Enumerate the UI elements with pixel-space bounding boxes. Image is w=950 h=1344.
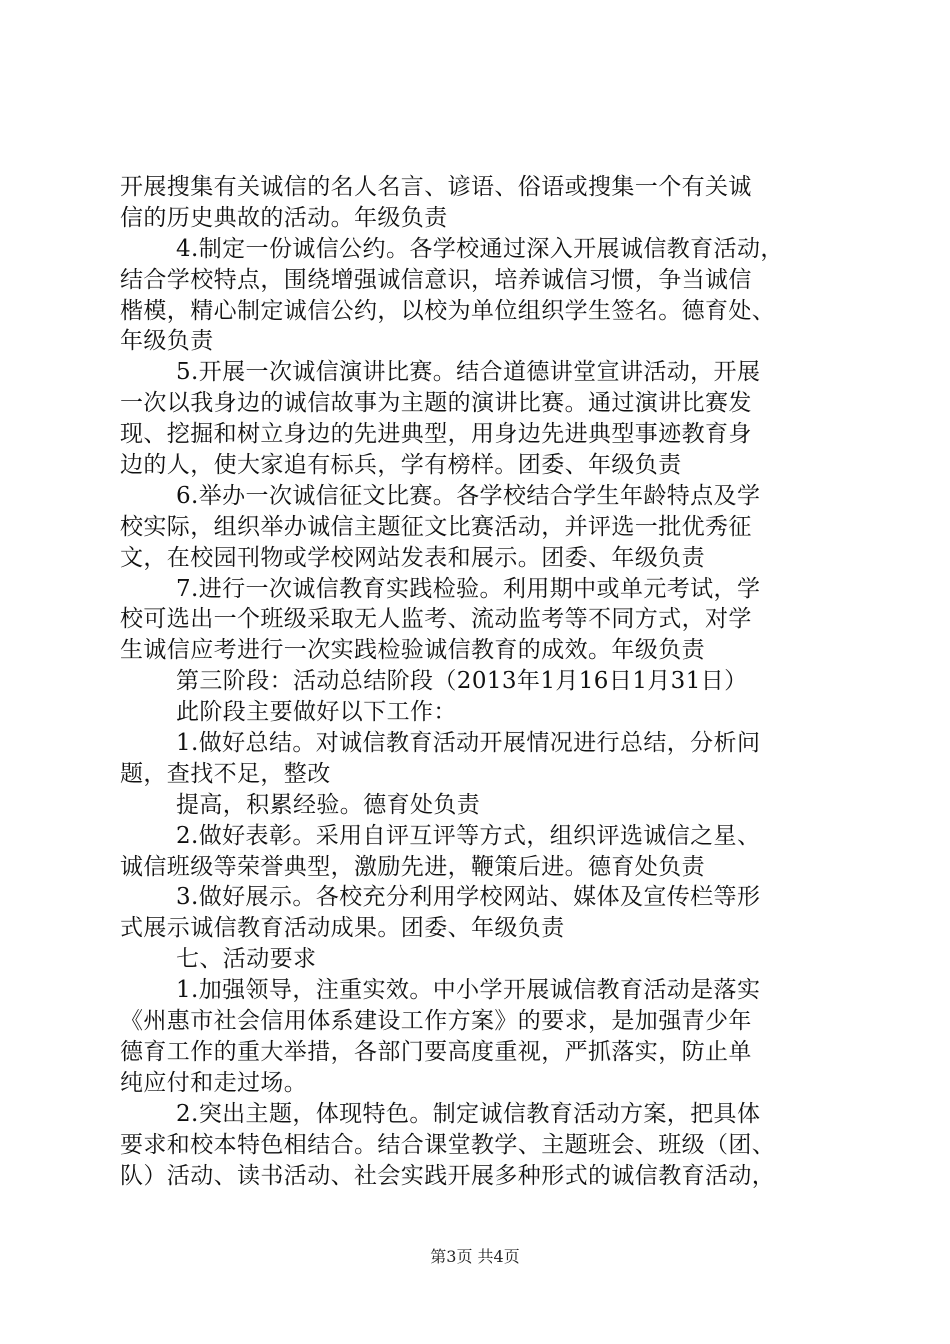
text-line: 信的历史典故的活动。年级负责: [120, 204, 448, 231]
text-line: 4.制定一份诚信公约。各学校通过深入开展诚信教育活动，: [176, 235, 784, 262]
text-line: 结合学校特点，围绕增强诚信意识，培养诚信习惯，争当诚信: [120, 266, 752, 293]
text-line: 德育工作的重大举措，各部门要高度重视，严抓落实，防止单: [120, 1038, 752, 1065]
text-line: 开展搜集有关诚信的名人名言、谚语、俗语或搜集一个有关诚: [120, 174, 752, 200]
text-line: 边的人，使大家追有标兵，学有榜样。团委、年级负责: [120, 452, 682, 479]
text-line: 3.做好展示。各校充分利用学校网站、媒体及宣传栏等形: [176, 884, 761, 911]
text-line: 七、活动要求: [176, 946, 317, 973]
text-line: 此阶段主要做好以下工作：: [176, 699, 457, 726]
page-footer: 第3页 共4页: [430, 1247, 520, 1266]
text-line: 现、挖掘和树立身边的先进典型，用身边先进典型事迹教育身: [120, 421, 752, 448]
text-line: 队）活动、读书活动、社会实践开展多种形式的诚信教育活动，: [120, 1162, 776, 1189]
text-line: 楷模，精心制定诚信公约，以校为单位组织学生签名。德育处、: [120, 297, 776, 324]
text-line: 第三阶段：活动总结阶段（2013年1月16日1月31日）: [176, 668, 748, 695]
text-line: 2.突出主题，体现特色。制定诚信教育活动方案，把具体: [176, 1100, 761, 1127]
text-line: 文，在校园刊物或学校网站发表和展示。团委、年级负责: [120, 544, 705, 571]
text-line: 《州惠市社会信用体系建设工作方案》的要求，是加强青少年: [120, 1008, 752, 1035]
text-line: 校实际，组织举办诚信主题征文比赛活动，并评选一批优秀征: [120, 513, 752, 540]
text-line: 5.开展一次诚信演讲比赛。结合道德讲堂宣讲活动，开展: [176, 359, 761, 386]
text-line: 2.做好表彰。采用自评互评等方式，组织评选诚信之星、: [176, 822, 761, 849]
text-line: 7.进行一次诚信教育实践检验。利用期中或单元考试，学: [176, 575, 761, 602]
document-body: [120, 172, 832, 1191]
text-line: 1.加强领导，注重实效。中小学开展诚信教育活动是落实: [176, 977, 761, 1004]
text-line: 1.做好总结。对诚信教育活动开展情况进行总结，分析问: [176, 730, 761, 757]
text-line: 6.举办一次诚信征文比赛。各学校结合学生年龄特点及学: [176, 482, 761, 509]
text-line: 纯应付和走过场。: [120, 1069, 308, 1096]
text-line: 校可选出一个班级采取无人监考、流动监考等不同方式，对学: [120, 606, 752, 633]
text-line: 年级负责: [120, 328, 214, 355]
text-line: 题，查找不足，整改: [120, 760, 331, 787]
text-line: 要求和校本特色相结合。结合课堂教学、主题班会、班级（团、: [120, 1131, 776, 1158]
text-line: 诚信班级等荣誉典型，激励先进，鞭策后进。德育处负责: [120, 853, 705, 880]
text-line: 式展示诚信教育活动成果。团委、年级负责: [120, 915, 565, 942]
text-line: 生诚信应考进行一次实践检验诚信教育的成效。年级负责: [120, 637, 705, 664]
text-line: 一次以我身边的诚信故事为主题的演讲比赛。通过演讲比赛发: [120, 390, 752, 417]
text-line: 提高，积累经验。德育处负责: [176, 791, 481, 818]
